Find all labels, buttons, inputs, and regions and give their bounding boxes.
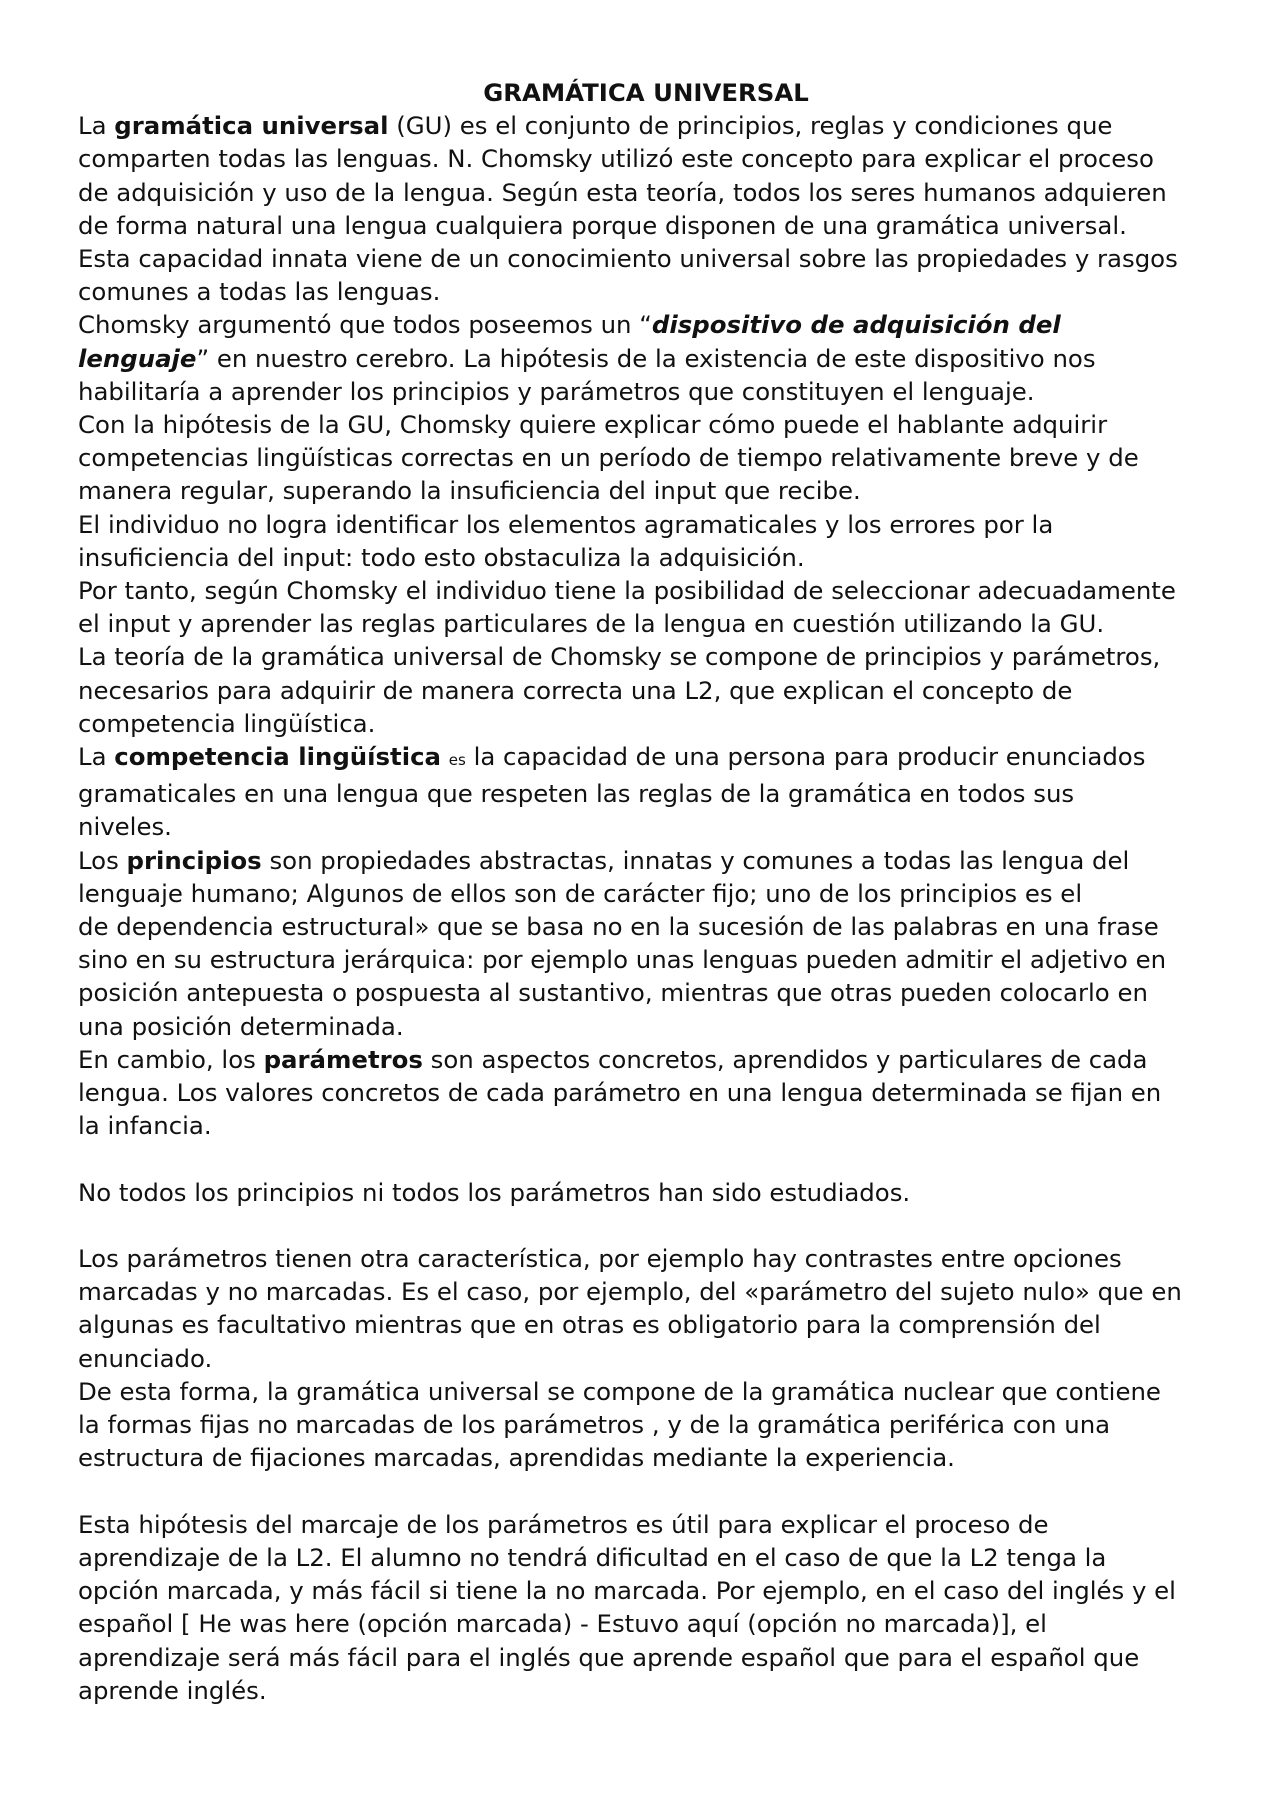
text-line: de dependencia estructural» que se basa no en la sucesión de las palabras en una frase — [78, 912, 1159, 942]
paragraph-gap — [78, 1143, 1214, 1176]
text-line: Esta capacidad innata viene de un conocimiento universal sobre las propiedades y rasgos — [78, 244, 1178, 274]
text-line: Por tanto, según Chomsky el individuo tiene la posibilidad de seleccionar adecuadamente — [78, 576, 1176, 606]
text-run: Chomsky argumentó que todos poseemos un “ — [78, 310, 652, 340]
text-line — [78, 740, 1214, 777]
text-run: son aspectos concretos, aprendidos y particulares de cada — [422, 1044, 1148, 1074]
bold-term: competencia lingüística — [114, 742, 441, 772]
text-line — [78, 342, 1214, 375]
text-line: No todos los principios ni todos los parámetros han sido estudiados. — [78, 1177, 911, 1207]
text-line: estructura de fijaciones marcadas, aprendidas mediante la experiencia. — [78, 1443, 955, 1473]
document-body — [78, 76, 1214, 1707]
text-line: gramaticales en una lengua que respeten las reglas de la gramática en todos sus — [78, 779, 1075, 809]
text-line: la formas fijas no marcadas de los parámetros , y de la gramática periférica con una — [78, 1410, 1111, 1440]
text-run: (GU) es el conjunto de principios, reglas y condiciones que — [388, 111, 1113, 141]
text-run: son propiedades abstractas, innatas y comunes a todas las lengua del — [261, 845, 1130, 875]
bold-term: gramática universal — [114, 111, 389, 141]
text-line: opción marcada, y más fácil si tiene la no marcada. Por ejemplo, en el caso del inglés y el — [78, 1576, 1176, 1606]
text-run: la capacidad de una persona para producir enunciados — [465, 742, 1146, 772]
text-line: Esta hipótesis del marcaje de los parámetros es útil para explicar el proceso de — [78, 1509, 1049, 1539]
text-line: Los parámetros tienen otra característica, por ejemplo hay contrastes entre opciones — [78, 1244, 1122, 1274]
text-line: insuficiencia del input: todo esto obstaculiza la adquisición. — [78, 542, 805, 572]
text-line: posición antepuesta o pospuesta al sustantivo, mientras que otras pueden colocarlo en — [78, 978, 1148, 1008]
text-line: La teoría de la gramática universal de Chomsky se compone de principios y parámetros, — [78, 642, 1161, 672]
text-line: aprende inglés. — [78, 1675, 267, 1705]
text-line: comunes a todas las lenguas. — [78, 277, 441, 307]
text-line: aprendizaje será más fácil para el inglés que aprende español que para el español que — [78, 1642, 1140, 1672]
text-run: La — [78, 742, 115, 772]
text-line: lenguaje humano; Algunos de ellos son de carácter fijo; uno de los principios es el — [78, 878, 1083, 908]
text-line: El individuo no logra identificar los elementos agramaticales y los errores por la — [78, 509, 1054, 539]
text-line: aprendizaje de la L2. El alumno no tendrá dificultad en el caso de que la L2 tenga la — [78, 1542, 1107, 1572]
bold-italic-term: lenguaje — [78, 343, 197, 373]
text-line: Con la hipótesis de la GU, Chomsky quiere explicar cómo puede el hablante adquirir — [78, 410, 1108, 440]
text-line: de forma natural una lengua cualquiera porque disponen de una gramática universal. — [78, 210, 1127, 240]
text-line: una posición determinada. — [78, 1011, 404, 1041]
text-line: necesarios para adquirir de manera correcta una L2, que explican el concepto de — [78, 675, 1073, 705]
document-title: GRAMÁTICA UNIVERSAL — [483, 78, 809, 107]
text-line: la infancia. — [78, 1111, 212, 1141]
text-line: enunciado. — [78, 1343, 213, 1373]
bold-italic-term: dispositivo de adquisición del — [651, 310, 1061, 340]
text-line: niveles. — [78, 812, 172, 842]
text-line: de adquisición y uso de la lengua. Según esta teoría, todos los seres humanos adquieren — [78, 177, 1167, 207]
text-line: habilitaría a aprender los principios y parámetros que constituyen el lenguaje. — [78, 376, 1035, 406]
bold-term: parámetros — [263, 1044, 423, 1074]
text-line: comparten todas las lenguas. N. Chomsky utilizó este concepto para explicar el proceso — [78, 144, 1154, 174]
text-run: La — [78, 111, 115, 141]
text-line: marcadas y no marcadas. Es el caso, por ejemplo, del «parámetro del sujeto nulo» que en — [78, 1277, 1182, 1307]
text-line: el input y aprender las reglas particulares de la lengua en cuestión utilizando la GU. — [78, 609, 1105, 639]
text-line — [78, 109, 1214, 142]
text-line: sino en su estructura jerárquica: por ejemplo unas lenguas pueden admitir el adjetivo en — [78, 945, 1167, 975]
small-text-run: es — [448, 751, 466, 770]
text-line: español [ He was here (opción marcada) - Estuvo aquí (opción no marcada)], el — [78, 1609, 1047, 1639]
bold-term: principios — [126, 845, 262, 875]
text-line — [78, 308, 1214, 341]
text-line: lengua. Los valores concretos de cada parámetro en una lengua determinada se fijan en — [78, 1078, 1162, 1108]
text-run — [441, 742, 449, 771]
text-line — [78, 1043, 1214, 1076]
text-line: algunas es facultativo mientras que en otras es obligatorio para la comprensión del — [78, 1310, 1101, 1340]
text-run: Los — [78, 845, 127, 875]
text-line — [78, 844, 1214, 877]
text-run: En cambio, los — [78, 1044, 264, 1074]
text-run: ” en nuestro cerebro. La hipótesis de la existencia de este dispositivo nos — [196, 343, 1096, 373]
text-line: De esta forma, la gramática universal se compone de la gramática nuclear que contiene — [78, 1376, 1161, 1406]
text-line: competencias lingüísticas correctas en un período de tiempo relativamente breve y de — [78, 443, 1139, 473]
paragraph-gap — [78, 1209, 1214, 1242]
text-line: manera regular, superando la insuficiencia del input que recibe. — [78, 476, 861, 506]
paragraph-gap — [78, 1475, 1214, 1508]
text-line: competencia lingüística. — [78, 708, 376, 738]
